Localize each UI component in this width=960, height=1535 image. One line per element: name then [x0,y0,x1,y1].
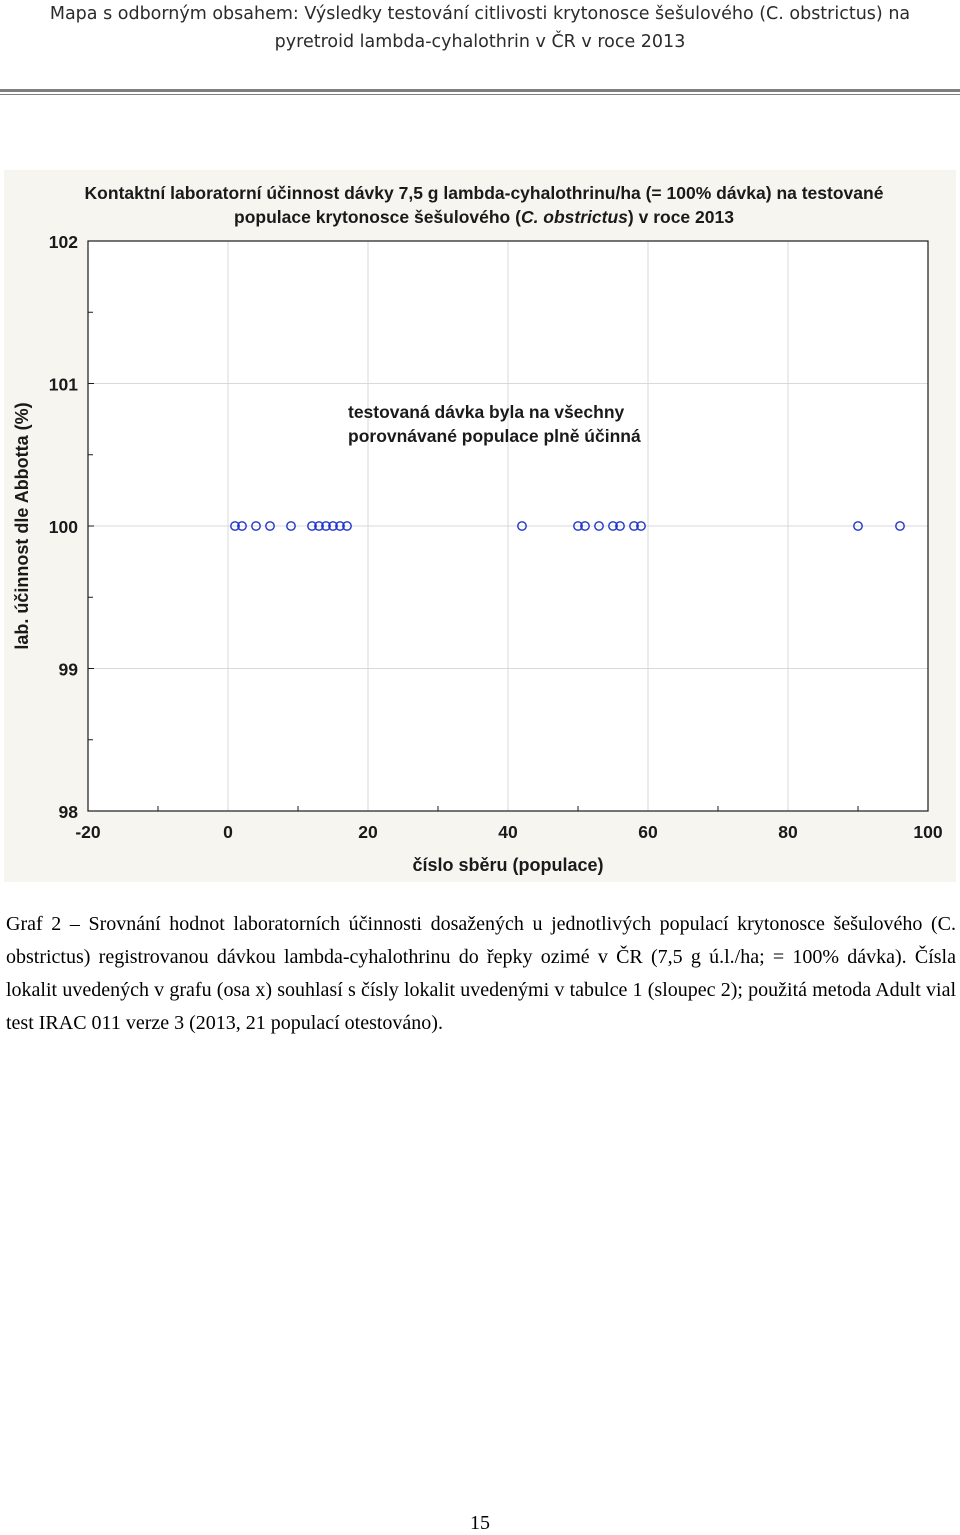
y-tick-label: 101 [48,374,78,395]
x-tick-label: 0 [223,822,233,842]
figure-caption: Graf 2 – Srovnání hodnot laboratorních účinnosti dosažených u jednotlivých populací krytonosce šešulového (C. obstrictus) registrovanou dávkou lambda-cyhalothrinu do řepky ozimé v ČR (7,5 g ú.l./ha; = 100% dávka). Čísla lokalit uvedených v grafu (osa x) souhlasí s čísly lokalit uvedenými v tabulce 1 (sloupec 2); použitá metoda Adult vial test IRAC 011 verze 3 (2013, 21 populací otestováno). [6,913,956,1034]
chart-title-line-2 [234,207,734,227]
y-tick-label: 98 [58,802,78,822]
y-tick-label: 100 [48,517,78,537]
chart-title-line-1: Kontaktní laboratorní účinnost dávky 7,5 g lambda-cyhalothrinu/ha (= 100% dávka) na testované [84,183,884,203]
scatter-chart-figure [4,170,956,882]
header-rule-thin [0,94,960,95]
header-rule [0,89,960,92]
page-number: 15 [470,1512,490,1534]
x-tick-label: 60 [638,822,658,842]
x-tick-label: 100 [913,822,943,842]
annotation-line-2: porovnávané populace plně účinná [348,426,641,446]
y-axis-label: lab. účinnost dle Abbotta (%) [12,402,32,650]
scatter-chart [4,170,956,882]
title-prefix: populace krytonosce šešulového ( [234,207,521,227]
x-tick-label: 80 [778,822,798,842]
y-tick-label: 102 [48,232,78,252]
title-italic: C. obstrictus [520,207,628,227]
x-tick-label: -20 [75,822,101,842]
y-tick-label: 99 [58,659,78,680]
header-line-1: Mapa s odborným obsahem: Výsledky testování citlivosti krytonosce šešulového (C. obstrictus) na [49,4,911,24]
x-tick-label: 20 [358,822,378,842]
header-line-2: pyretroid lambda-cyhalothrin v ČR v roce 2013 [274,32,686,52]
x-tick-label: 40 [498,822,518,842]
title-suffix: ) v roce 2013 [627,207,734,227]
annotation-line-1: testovaná dávka byla na všechny [348,402,625,422]
x-axis-label: číslo sběru (populace) [412,855,604,875]
page-header [0,0,960,56]
